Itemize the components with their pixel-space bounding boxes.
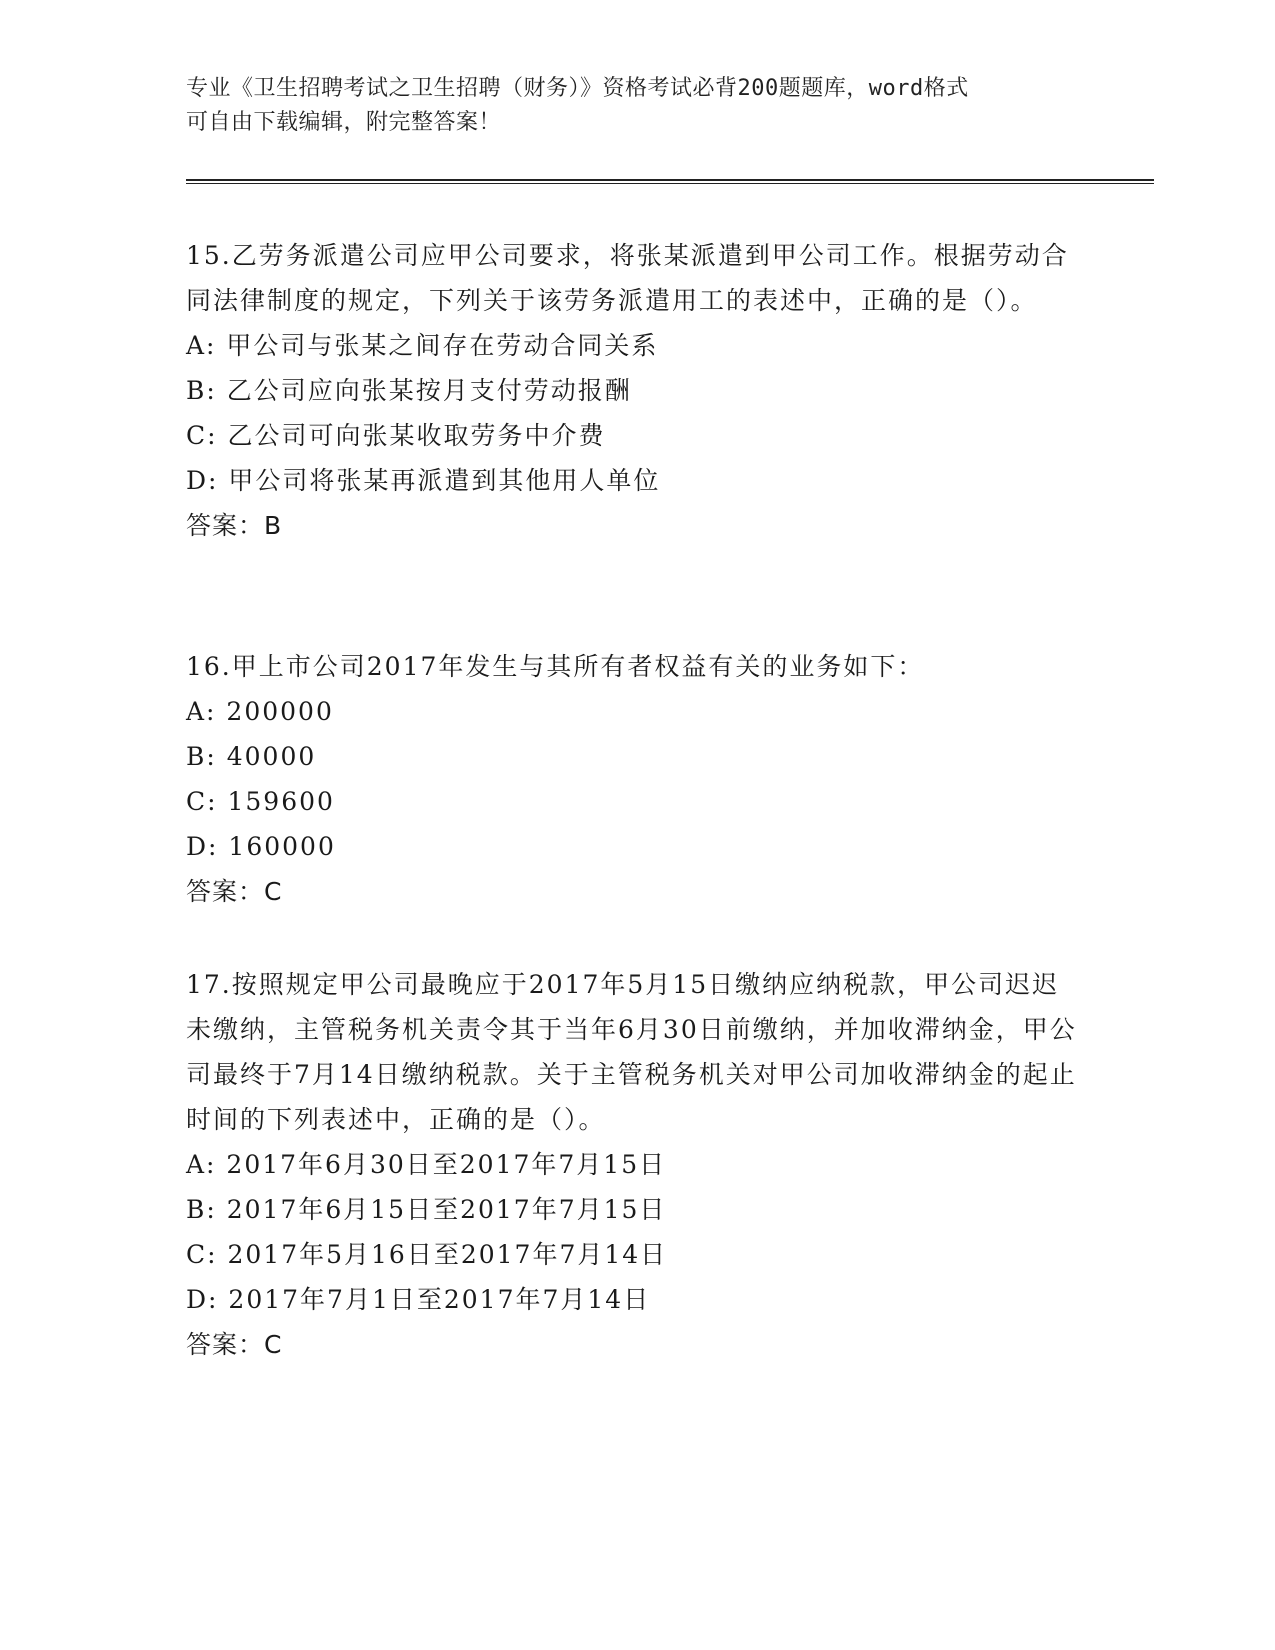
- question-stem: 17.按照规定甲公司最晚应于2017年5月15日缴纳应纳税款，甲公司迟迟未缴纳，主管税务机关责令其于当年6月30日前缴纳，并加收滞纳金，甲公司最终于7月14日缴纳税款。关于主管税务机关对甲公司加收滞纳金的起止时间的下列表述中，正确的是（）。: [186, 970, 1077, 1134]
- option-d: D: 甲公司将张某再派遣到其他用人单位: [186, 466, 661, 495]
- option-c: C: 2017年5月16日至2017年7月14日: [186, 1240, 668, 1269]
- option-b: B: 2017年6月15日至2017年7月15日: [186, 1195, 667, 1224]
- option-c: C: 159600: [186, 787, 335, 816]
- option-b: B: 40000: [186, 742, 317, 771]
- header-divider: [186, 179, 1154, 184]
- answer-line: 答案：C: [186, 877, 283, 906]
- option-c: C: 乙公司可向张某收取劳务中介费: [186, 421, 606, 450]
- question-17: [186, 962, 1086, 1367]
- option-a: A: 甲公司与张某之间存在劳动合同关系: [186, 331, 659, 360]
- answer-line: 答案：C: [186, 1330, 283, 1359]
- header-line-2: 可自由下载编辑，附完整答案！: [186, 110, 502, 135]
- option-b: B: 乙公司应向张某按月支付劳动报酬: [186, 376, 632, 405]
- question-15: [186, 233, 1086, 548]
- option-a: A: 200000: [186, 697, 334, 726]
- answer-line: 答案：B: [186, 511, 283, 540]
- question-stem: 16.甲上市公司2017年发生与其所有者权益有关的业务如下：: [186, 652, 925, 681]
- option-d: D: 2017年7月1日至2017年7月14日: [186, 1285, 651, 1314]
- header-line-1: 专业《卫生招聘考试之卫生招聘（财务）》资格考试必背200题题库，word格式: [186, 76, 969, 101]
- document-header: [186, 72, 1086, 140]
- option-d: D: 160000: [186, 832, 336, 861]
- option-a: A: 2017年6月30日至2017年7月15日: [186, 1150, 667, 1179]
- question-stem: 15.乙劳务派遣公司应甲公司要求，将张某派遣到甲公司工作。根据劳动合同法律制度的规定，下列关于该劳务派遣用工的表述中，正确的是（）。: [186, 241, 1069, 315]
- question-16: [186, 644, 1086, 914]
